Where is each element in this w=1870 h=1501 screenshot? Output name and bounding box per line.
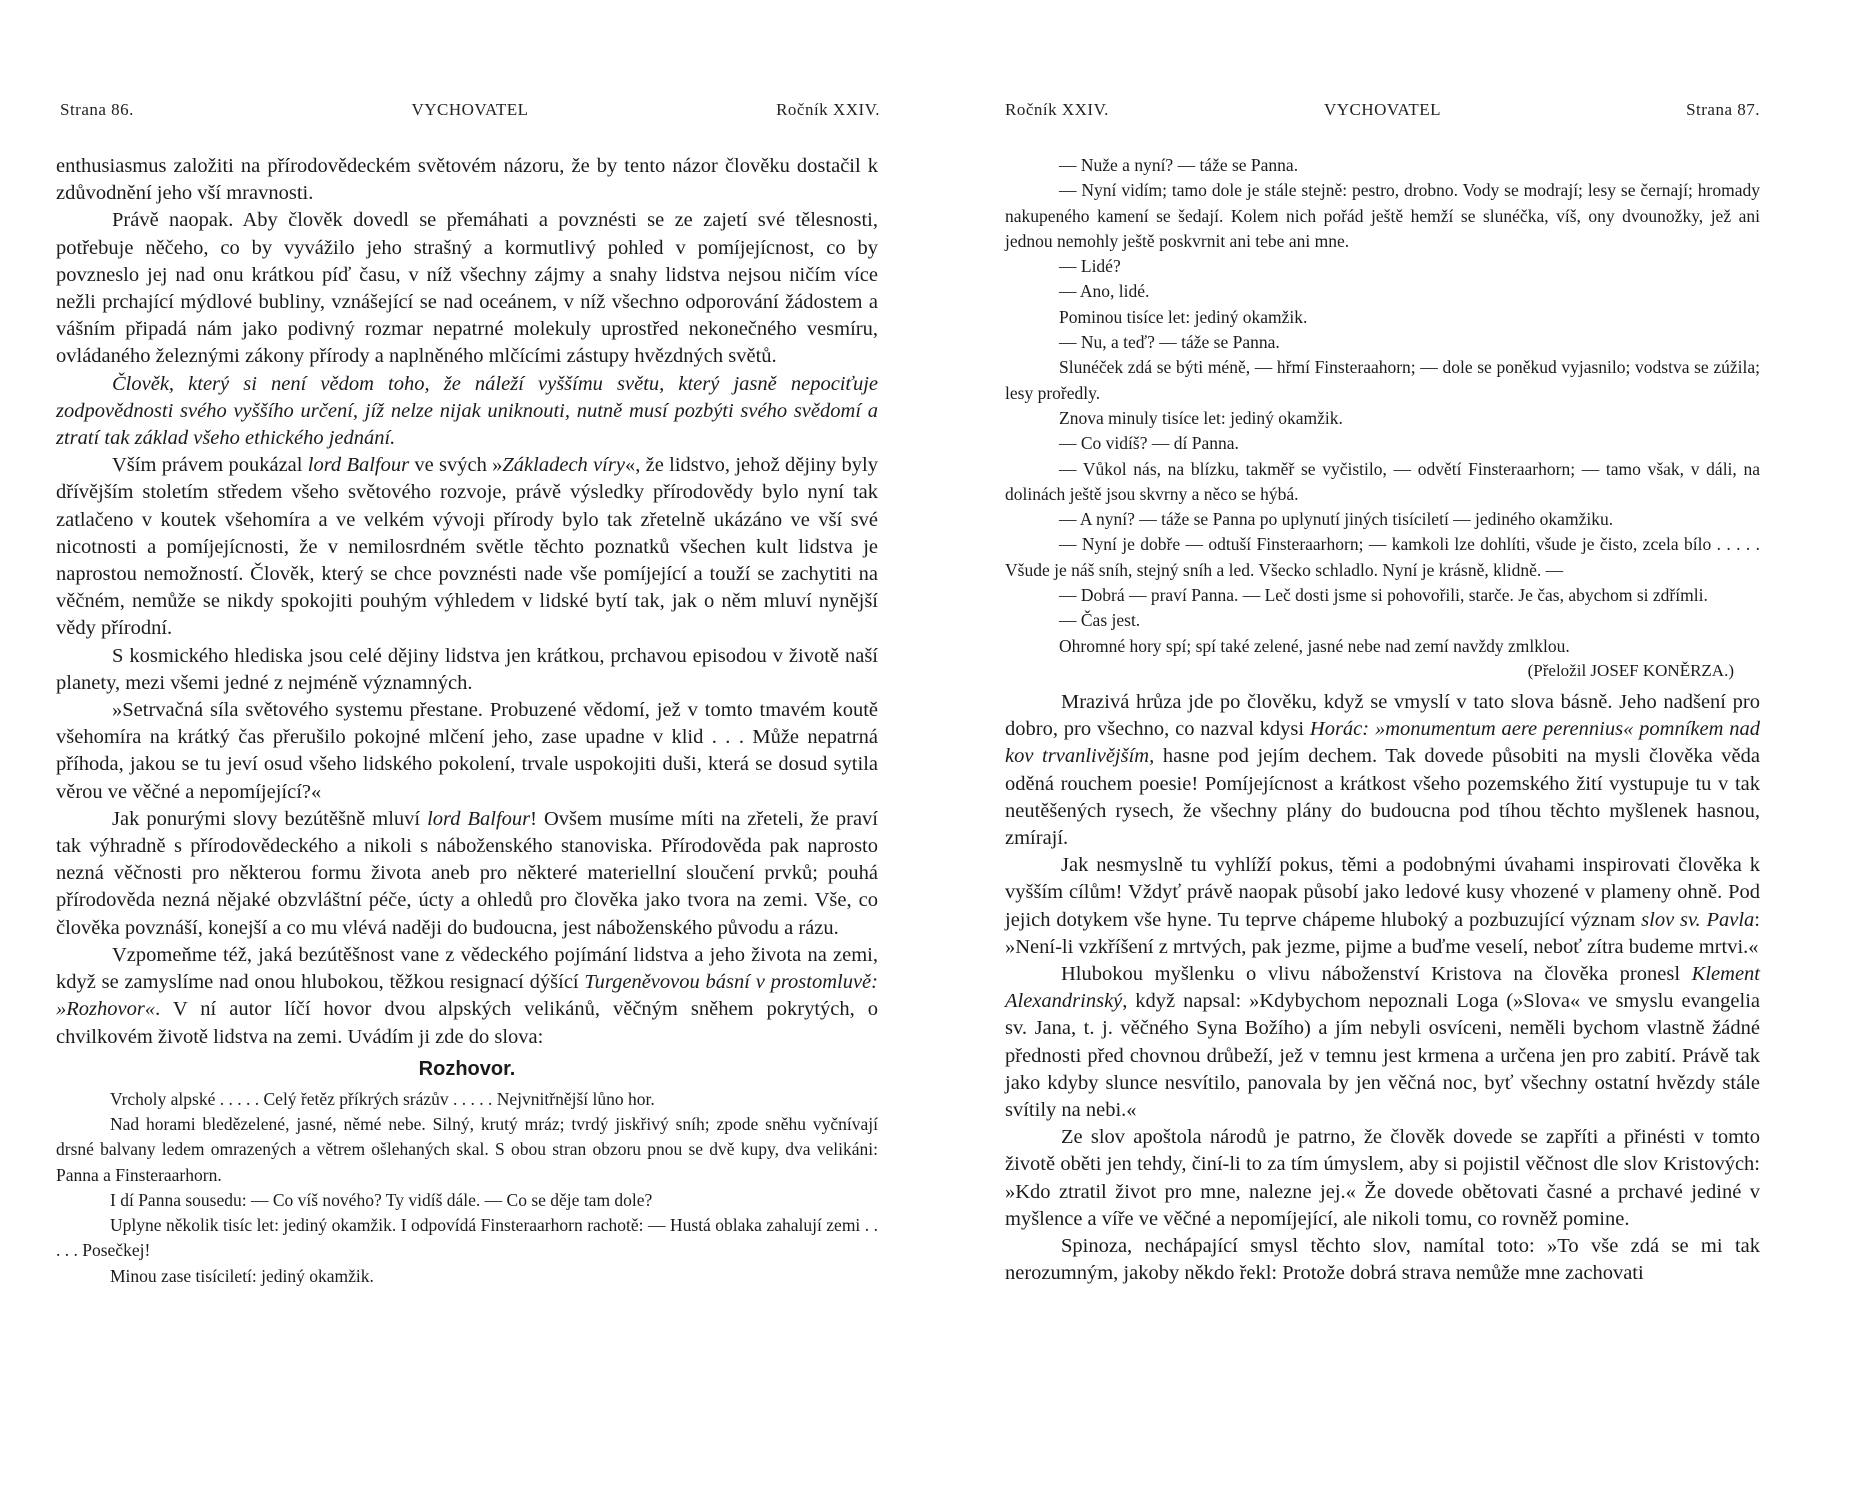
paragraph: Vzpomeňme též, jaká bezútěšnost vane z vědeckého pojímání lidstva a jeho života na zemi, když se zamyslíme nad onou hlubokou, těžkou resignací dýšící Turgeněvovou básní v prostomluvě: »Rozhovor«. V ní autor líčí hovor dvou alpských velikánů, věčným sněhem pokrytých, o chvilkovém životě lidstva na zemi. Uvádím ji zde do slova: [56, 943, 878, 1048]
poem-line: — Lidé? [1059, 256, 1121, 277]
left-running-header [60, 0, 880, 140]
paragraph: Mrazivá hrůza jde po člověku, když se vmyslí v tato slova básně. Jeho nadšení pro dobro, pro všechno, co nazval kdysi Horác: »monumentum aere perennius« pomníkem nad kov trvanlivějším, hasne pod jejím dechem. Tak dovede působiti na mysli člověka věda oděná rouchem poesie! Pomíjejícnost a krátkost všeho pozemského žití vystupuje tu v tak neutěšených rysech, že všechny plány do budoucna pod tíhou těchto myšlenek hasnou, zmírají. [1005, 690, 1761, 849]
poem-line: I dí Panna sousedu: — Co víš nového? Ty vidíš dále. — Co se děje tam dole? [110, 1189, 653, 1210]
left-journal-title: VYCHOVATEL [411, 100, 529, 119]
poem-line: — Dobrá — praví Panna. — Leč dosti jsme si pohovořili, starče. Je čas, abychom si zdřímli. [1059, 585, 1708, 606]
poem-line: Pominou tisíce let: jediný okamžik. [1059, 306, 1308, 327]
poem-line: — Nyní je dobře — odtuší Finsteraarhorn; — kamkoli lze dohlíti, všude je čisto, zcela bílo . . . . . Všude je náš sníh, stejný sníh a led. Všecko schladlo. Nyní je krásně, klidně. — [1005, 534, 1760, 580]
poem-title: Rozhovor. [418, 1057, 516, 1080]
paragraph: Hlubokou myšlenku o vlivu náboženství Kristova na člověka pronesl Klement Alexandrinský, když napsal: »Kdybychom nepoznali Loga (»Slova« ve smyslu evangelia sv. Jana, t. j. věčného Syna Božího) a jím nebyli osvíceni, neměli bychom vlastně žádné přednosti před chovnou drůbeží, jež v temnu jest krmena a určena jen pro zabití. Právě tak jako kdyby slunce nesvítilo, panovala by jen věčná noc, byť všechny ostatní hvězdy stále svítily na nebi.« [1005, 962, 1760, 1121]
right-running-header [1005, 0, 1760, 140]
quoted-phrase: Horác: »monumentum aere perennius« pomníkem nad kov trvanlivějším, [1005, 718, 1761, 768]
poem-line: — Co vidíš? — dí Panna. [1059, 433, 1239, 454]
paragraph: Právě naopak. Aby člověk dovedl se přemáhati a povznésti se ze zajetí své tělesnosti, potřebuje něčeho, co by vyvážilo jeho strašný a kormutlivý pohled v pomíjejícnost, co by povzneslo jej nad onu krátkou píď času, v níž všechny zájmy a snahy lidstva nejsou ničím více nežli prchající mýdlové bubliny, vznášející se nad oceánem, v níž všechno odporování žádostem a vášním připadá nám jako podivný rozmar nepatrné molekuly uprostřed nekonečného vesmíru, ovládaného železnými zákony přírody a naplněného mlčícími zástupy hvězdných světů. [56, 209, 878, 368]
poem-line: Ohromné hory spí; spí také zelené, jasné nebe nad zemí navždy zmlklou. [1059, 635, 1570, 656]
left-volume: Ročník XXIV. [776, 100, 880, 119]
translator-credit: (Přeložil JOSEF KONĚRZA.) [1527, 660, 1734, 680]
poem-line: — Nu, a teď? — táže se Panna. [1059, 332, 1280, 353]
book-title: Základech víry [502, 454, 625, 477]
poem-line: — Vůkol nás, na blízku, takměř se vyčistilo, — odvětí Finsteraarhorn; — tamo však, v dáli, na dolinách ještě jsou skvrny a něco se hýbá. [1005, 458, 1760, 504]
paragraph: Ze slov apoštola národů je patrno, že člověk dovede se zapříti a přinésti v tomto životě oběti jen tehdy, činí-li to za tím úmyslem, aby si pojistil věčnost dle slov Kristových: »Kdo ztratil život pro mne, nalezne jej.« Že dovede obětovati časné a prchavé jediné v myšlence a víře ve věčné a nepomíjející, ale nikoli tomu, co rovněž pomine. [1005, 1126, 1760, 1230]
poem-line: Znova minuly tisíce let: jediný okamžik. [1059, 407, 1343, 428]
paragraph: Spinoza, nechápající smysl těchto slov, namítal toto: »To vše zdá se mi tak nerozumným, jakoby někdo řekl: Protože dobrá strava nemůže mne zachovati [1005, 1235, 1760, 1285]
work-title: Turgeněvovou básní v prostomluvě: »Rozhovor« [56, 971, 878, 1021]
right-page [935, 0, 1870, 1501]
right-volume: Ročník XXIV. [1005, 100, 1109, 119]
italic-paragraph: Člověk, který si není vědom toho, že náleží vyššímu světu, který jasně nepociťuje zodpovědnosti svého vyššího určení, jíž nelze nijak uniknouti, nutně musí pozbýti svého svědomí a ztratí tak základ všeho ethického jednání. [56, 372, 878, 450]
poem-line: Vrcholy alpské . . . . . Celý řetěz příkrých srázův . . . . . Nejvnitřnější lůno hor. [110, 1088, 655, 1109]
right-page-number: Strana 87. [1686, 100, 1760, 119]
paragraph: Vším právem poukázal lord Balfour ve svých »Základech víry«, že lidstvo, jehož dějiny byly dřívějším stoletím středem všeho světového rozvoje, právě výsledky přírodovědy bylo nyní tak zatlačeno v koutek všehomíra a ve velkém vývoji přírody bylo tak zřetelně ukázáno ve vší své nicotnosti a pomíjejícnosti, že v nemilosrdném světle těchto poznatků všechen kult lidstva je naprostou nemožností. Člověk, který se chce povznésti nade vše pomíjející a touží se zachytiti na věčném, nemůže se nikdy spokojiti pouhým výhledem v lidské bytí tak, jak o něm mluví nynější vědy přírodní. [56, 454, 879, 640]
author-name: lord Balfour [427, 807, 531, 830]
right-journal-title: VYCHOVATEL [1323, 100, 1442, 119]
poem-line: — Nyní vidím; tamo dole je stále stejně: pestro, drobno. Vody se modrají; lesy se černají; hromady nakupeného kamení se šedají. Kolem nich pořád ještě hemží se slunéčka, víš, ony dvounožky, jež ani jednou nemohly ještě poskvrnit ani tebe ani mne. [1005, 180, 1760, 251]
right-text-column [1005, 153, 1760, 1287]
author-name: Klement Alexandrinský [1005, 962, 1760, 1013]
poem-line: Slunéček zdá se býti méně, — hřmí Finsteraahorn; — dole se poněkud vyjasnilo; vodstva se zúžila; lesy proředly. [1005, 357, 1760, 403]
poem-line: — Čas jest. [1059, 610, 1141, 631]
poem-line: Uplyne několik tisíc let: jediný okamžik. I odpovídá Finsteraarhorn rachotě: — Hustá oblaka zahalují zemi . . . . . Posečkej! [56, 1215, 878, 1261]
paragraph: Jak nesmyslně tu vyhlíží pokus, těmi a podobnými úvahami inspirovati člověka k vyšším cílům! Vždyť právě naopak působí jako ledové kusy vhozené v plameny ohně. Pod jejich dotykem vše hyne. Tu teprve chápeme hluboký a pozbuzující význam slov sv. Pavla: »Není-li vzkříšení z mrtvých, pak jezme, pijme a buďme veselí, neboť zítra budeme mrtvi.« [1005, 854, 1760, 958]
left-text-column [56, 153, 878, 1289]
quotation: »Setrvačná síla světového systemu přestane. Probuzené vědomí, jež v tomto tmavém koutě všehomíra na krátký čas přerušilo pokojné mlčení jeho, zase upadne v klid . . . Může nepatrná příhoda, jakou se tu jeví osud všeho lidského pokolení, trvale uspokojiti duši, která se dosud sytila věrou ve věčné a nepomíjející?« [56, 699, 878, 803]
paragraph: enthusiasmus založiti na přírodovědeckém světovém názoru, že by tento názor člověku dostačil k zdůvodnění jeho vší mravnosti. [56, 155, 878, 205]
poem-line: — Nuže a nyní? — táže se Panna. [1059, 155, 1299, 175]
poem-line: Minou zase tisíciletí: jediný okamžik. [110, 1265, 374, 1286]
left-page-number: Strana 86. [60, 100, 134, 119]
poem-line: Nad horami bledězelené, jasné, němé nebe. Silný, krutý mráz; tvrdý jiskřivý sníh; zpode sněhu vyčnívají drsné balvany ledem omrazených a větrem ošlehaných skal. S obou stran obzoru pnou se dvě kupy, dva velikáni: Panna a Finsteraarhorn. [56, 1114, 878, 1185]
author-name: slov sv. Pavla [1641, 908, 1755, 931]
poem-line: — A nyní? — táže se Panna po uplynutí jiných tisíciletí — jediného okamžiku. [1059, 509, 1614, 530]
paragraph: Jak ponurými slovy bezútěšně mluví lord Balfour! Ovšem musíme míti na zřeteli, že praví tak výhradně s přírodovědeckého a nikoli s náboženského stanoviska. Přírodověda pak naprosto nezná věčnosti pro některou formu života aneb pro některé materiellní sloučení prvků; pouhá přírodověda nezná nějaké obzvláštní péče, úcty a ohledů pro člověka jako tvora na zemi. Vše, co člověka povznáší, konejší a co mu vlévá naději do budoucna, jest náboženského původu a rázu. [56, 807, 878, 939]
paragraph: S kosmického hlediska jsou celé dějiny lidstva jen krátkou, prchavou episodou v životě naší planety, mezi všemi jedné z nejméně významných. [56, 644, 878, 694]
author-name: lord Balfour [307, 454, 410, 477]
poem-line: — Ano, lidé. [1059, 281, 1150, 302]
